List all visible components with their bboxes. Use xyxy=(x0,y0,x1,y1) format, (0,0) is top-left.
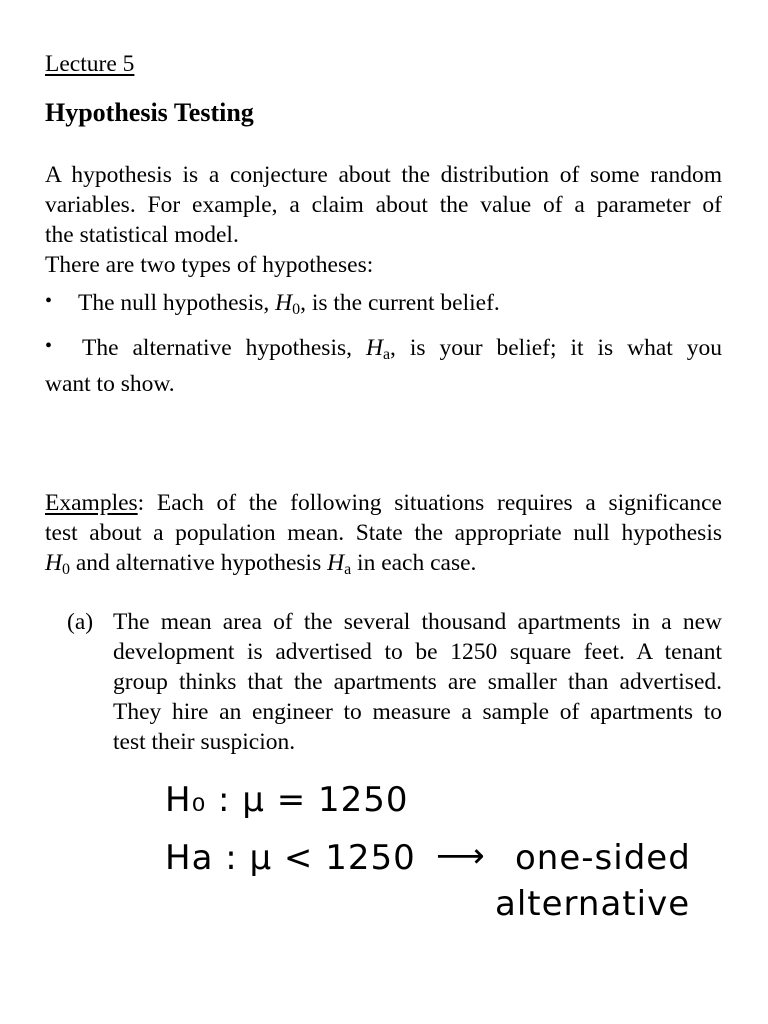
examples-line1-rest: : Each of the following situations requires a significance xyxy=(137,490,722,516)
examples-paragraph xyxy=(45,488,722,578)
item-a-marker: (a) xyxy=(67,609,94,635)
arrow-icon: ⟶ xyxy=(436,836,486,876)
null-prefix: The null hypothesis, xyxy=(78,290,276,316)
item-a-text xyxy=(113,607,722,757)
null-sub: 0 xyxy=(292,300,301,318)
item-a-line: test their suspicion. xyxy=(113,729,296,755)
intro-line: variables. For example, a claim about the value of a parameter of xyxy=(45,192,722,218)
handwritten-alt-hypothesis: Ha : μ < 1250 xyxy=(165,838,416,878)
intro-line: A hypothesis is a conjecture about the distribution of some random xyxy=(45,162,722,188)
alt-hypothesis-bullet xyxy=(82,333,722,363)
examples-label: Examples xyxy=(45,490,138,516)
alt-suffix: , is your belief; it is what you xyxy=(390,335,722,361)
alt-hypothesis-line2: want to show. xyxy=(45,371,175,397)
ha-symbol: H xyxy=(327,550,345,576)
bullet-dot-icon: • xyxy=(45,335,53,357)
null-hypothesis-bullet xyxy=(78,288,500,318)
bullet-dot-icon: • xyxy=(45,290,53,312)
examples-line3-end: in each case. xyxy=(351,550,477,576)
item-a-line: The mean area of the several thousand apartments in a new xyxy=(113,609,722,635)
handwritten-note-line2: alternative xyxy=(495,884,691,924)
null-suffix: , is the current belief. xyxy=(300,290,500,316)
intro-line: There are two types of hypotheses: xyxy=(45,252,374,278)
handwritten-null-hypothesis: H₀ : μ = 1250 xyxy=(165,780,409,820)
handwritten-note-line1: one-sided xyxy=(515,838,691,878)
examples-line3-mid: and alternative hypothesis xyxy=(69,550,328,576)
examples-line xyxy=(45,488,722,518)
item-a-line: group thinks that the apartments are smaller than advertised. xyxy=(113,669,722,695)
page-title: Hypothesis Testing xyxy=(45,98,254,127)
lecture-number: Lecture 5 xyxy=(45,51,135,77)
null-symbol: H xyxy=(275,290,293,316)
examples-line xyxy=(45,548,722,578)
item-a-line: They hire an engineer to measure a sample of apartments to xyxy=(113,699,722,725)
item-a-line: development is advertised to be 1250 square feet. A tenant xyxy=(113,639,722,665)
alt-sub: a xyxy=(382,345,391,363)
intro-paragraph xyxy=(45,160,722,280)
alt-prefix: The alternative hypothesis, xyxy=(82,335,366,361)
h0-sub: 0 xyxy=(61,560,70,578)
ha-sub: a xyxy=(344,560,352,578)
h0-symbol: H xyxy=(45,550,62,576)
examples-line: test about a population mean. State the appropriate null hypothesis xyxy=(45,520,722,546)
intro-line: the statistical model. xyxy=(45,222,239,248)
alt-symbol: H xyxy=(365,335,383,361)
